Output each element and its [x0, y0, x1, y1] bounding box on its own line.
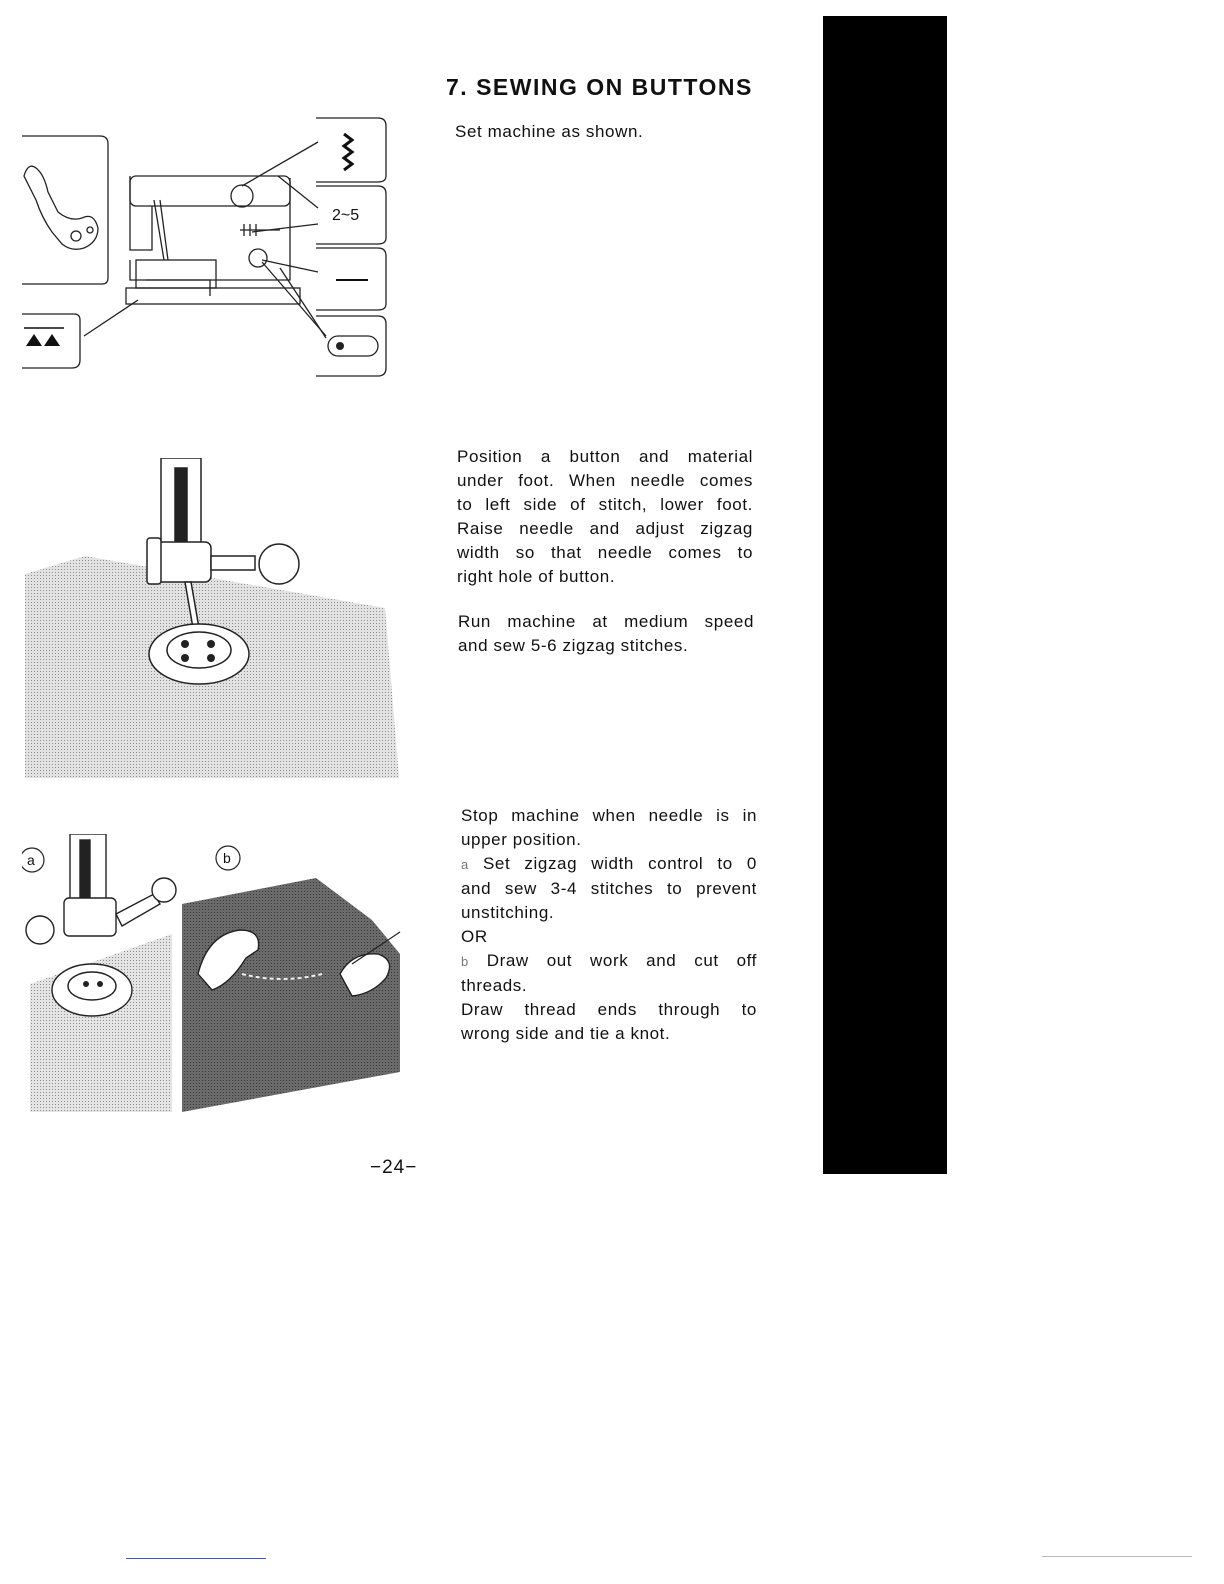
footer-rule: [126, 1558, 266, 1559]
page-edge-black-bar: [823, 16, 947, 1174]
text-line: to left side of stitch, lower foot.: [457, 495, 753, 514]
text-line: Stop machine when needle is in: [461, 806, 757, 825]
marker-a: a: [461, 857, 469, 872]
finish-stitching-illustration: [22, 834, 402, 1112]
text-line: unstitching.: [461, 903, 555, 922]
text-line: threads.: [461, 976, 528, 995]
marker-b: b: [461, 954, 469, 969]
instruction-position-button: [457, 445, 753, 589]
instruction-stop-machine: [461, 804, 757, 1046]
text-line: Run machine at medium speed: [458, 612, 754, 631]
text-line: and sew 5-6 zigzag stitches.: [458, 636, 689, 655]
machine-settings-illustration: [18, 100, 398, 380]
text-line: Raise needle and adjust zigzag: [457, 519, 753, 538]
text-line: and sew 3-4 stitches to prevent: [461, 879, 757, 898]
instruction-run-machine: [458, 610, 754, 658]
text-line: under foot. When needle comes: [457, 471, 753, 490]
text-line: b Draw out work and cut off: [461, 951, 757, 970]
text-line: Position a button and material: [457, 447, 753, 466]
page-number: −24−: [370, 1157, 418, 1178]
text-line: Draw thread ends through to: [461, 1000, 757, 1019]
text-line: right hole of button.: [457, 567, 616, 586]
text-line: a Set zigzag width control to 0: [461, 854, 757, 873]
needle-button-illustration: [25, 458, 399, 778]
text-line: Set machine as shown.: [455, 122, 644, 141]
footer-rule: [1042, 1556, 1192, 1557]
instruction-set-machine: [455, 120, 755, 144]
text-line: wrong side and tie a knot.: [461, 1024, 671, 1043]
section-title: 7. SEWING ON BUTTONS: [446, 74, 753, 100]
figure-label-b: b: [223, 850, 231, 866]
text-line: OR: [461, 927, 488, 946]
text-line: width so that needle comes to: [457, 543, 753, 562]
text-line: upper position.: [461, 830, 582, 849]
figure-label-a: a: [27, 852, 35, 868]
width-setting-label: 2~5: [332, 207, 360, 224]
